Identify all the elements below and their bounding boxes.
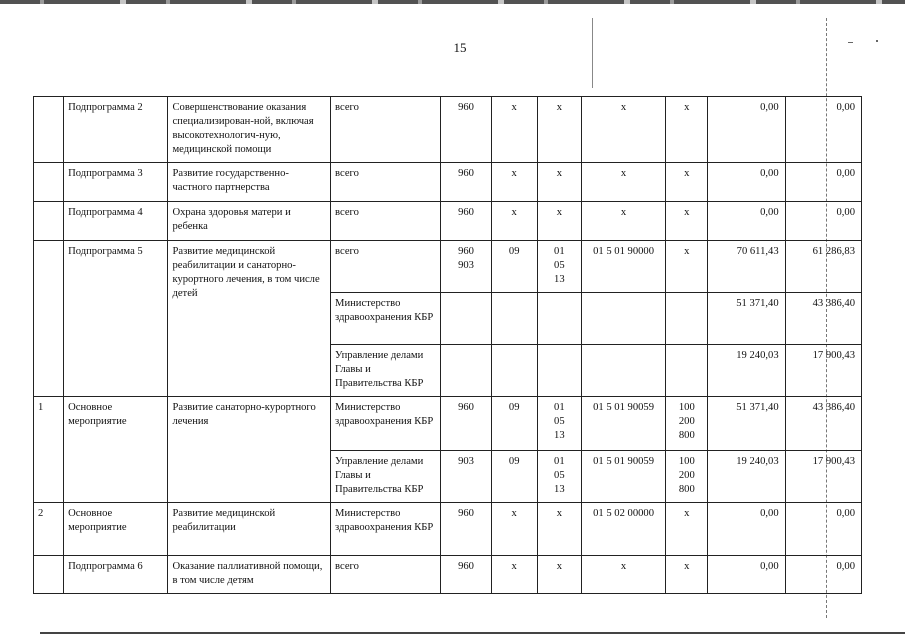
vr-cell	[666, 241, 708, 293]
rz-cell: х	[491, 97, 537, 163]
vr-cell-value: 100	[678, 456, 695, 467]
pr-cell-value: 05	[554, 416, 565, 427]
amount-2020-cell: 70 611,43	[708, 241, 785, 293]
amount-2020-cell: 0,00	[708, 97, 785, 163]
executor-cell: всего	[331, 241, 441, 293]
program-type-cell: Подпрограмма 3	[64, 163, 168, 202]
vr-cell	[666, 345, 708, 397]
csr-cell	[581, 345, 665, 397]
csr-cell: 01 5 01 90059	[581, 451, 665, 503]
rz-cell	[491, 345, 537, 397]
vr-cell-value: 100	[678, 402, 695, 413]
amount-2021-cell: 17 900,43	[785, 345, 861, 397]
grbs-cell-value: 960	[458, 508, 474, 519]
csr-cell	[581, 293, 665, 345]
amount-2020-cell: 51 371,40	[708, 293, 785, 345]
vr-cell-value: х	[684, 508, 690, 519]
pr-cell-value: х	[556, 168, 562, 179]
grbs-cell	[441, 97, 491, 163]
vr-cell	[666, 397, 708, 451]
rz-cell: х	[491, 556, 537, 594]
budget-table	[33, 96, 862, 594]
row-number-cell	[34, 163, 64, 202]
rz-cell: 09	[491, 451, 537, 503]
grbs-cell-value: 960	[458, 207, 474, 218]
rz-cell: 09	[491, 241, 537, 293]
vr-cell-value: х	[684, 168, 690, 179]
page-number: 15	[453, 40, 467, 55]
amount-2020-cell: 19 240,03	[708, 451, 785, 503]
amount-2020-cell: 0,00	[708, 503, 785, 556]
amount-2020-cell: 0,00	[708, 556, 785, 594]
grbs-cell	[441, 163, 491, 202]
row-number-cell	[34, 241, 64, 397]
program-type-cell: Основное мероприятие	[64, 503, 168, 556]
program-type-cell: Подпрограмма 6	[64, 556, 168, 594]
program-name-cell: Развитие санаторно-курортного лечения	[168, 397, 331, 503]
amount-2021-cell: 43 386,40	[785, 293, 861, 345]
amount-2021-cell: 0,00	[785, 556, 861, 594]
table-row	[34, 241, 862, 293]
table-row	[34, 202, 862, 241]
amount-2020-cell: 51 371,40	[708, 397, 785, 451]
rz-cell: х	[491, 503, 537, 556]
pr-cell-value: 13	[554, 484, 565, 495]
pr-cell-value: 01	[554, 402, 565, 413]
vr-cell-value: х	[684, 561, 690, 572]
vr-cell-value: 200	[678, 416, 695, 427]
executor-cell: всего	[331, 556, 441, 594]
pr-cell	[537, 202, 581, 241]
scan-edge-top	[0, 0, 905, 4]
amount-2021-cell: 0,00	[785, 503, 861, 556]
amount-2020-cell: 0,00	[708, 163, 785, 202]
program-name-cell: Оказание паллиативной помощи, в том числе детям	[168, 556, 331, 594]
program-name-cell: Совершенствование оказания специализирован-ной, включая высокотехнологич-ную, медицинской помощи	[168, 97, 331, 163]
grbs-cell-value: 960	[458, 402, 474, 413]
vr-cell	[666, 556, 708, 594]
csr-cell: 01 5 01 90059	[581, 397, 665, 451]
pr-cell-value: 13	[554, 274, 565, 285]
executor-cell: всего	[331, 97, 441, 163]
amount-2021-cell: 0,00	[785, 163, 861, 202]
grbs-cell	[441, 241, 491, 293]
executor-cell: всего	[331, 202, 441, 241]
pr-cell	[537, 556, 581, 594]
pr-cell-value: 05	[554, 470, 565, 481]
amount-2020-cell: 0,00	[708, 202, 785, 241]
grbs-cell-value: 960	[458, 168, 474, 179]
amount-2021-cell: 61 286,83	[785, 241, 861, 293]
rz-cell: х	[491, 202, 537, 241]
pr-cell-value: 05	[554, 260, 565, 271]
grbs-cell	[441, 397, 491, 451]
pr-cell	[537, 451, 581, 503]
pr-cell	[537, 503, 581, 556]
vr-cell	[666, 97, 708, 163]
pr-cell	[537, 163, 581, 202]
row-number-cell: 1	[34, 397, 64, 503]
table-row	[34, 97, 862, 163]
program-type-cell: Основное мероприятие	[64, 397, 168, 503]
vr-cell-value: х	[684, 102, 690, 113]
executor-cell: Управление делами Главы и Правительства КБР	[331, 451, 441, 503]
grbs-cell	[441, 556, 491, 594]
row-number-cell	[34, 97, 64, 163]
csr-cell: 01 5 02 00000	[581, 503, 665, 556]
executor-cell: всего	[331, 163, 441, 202]
pr-cell-value: 01	[554, 246, 565, 257]
pr-cell	[537, 397, 581, 451]
program-name-cell: Развитие медицинской реабилитации	[168, 503, 331, 556]
pr-cell-value: х	[556, 102, 562, 113]
scan-fold-line	[592, 18, 593, 88]
csr-cell: х	[581, 97, 665, 163]
vr-cell	[666, 202, 708, 241]
program-name-cell: Охрана здоровья матери и ребенка	[168, 202, 331, 241]
pr-cell	[537, 97, 581, 163]
table-row	[34, 397, 862, 451]
grbs-cell	[441, 503, 491, 556]
table-row	[34, 163, 862, 202]
csr-cell: 01 5 01 90000	[581, 241, 665, 293]
vr-cell-value: х	[684, 246, 690, 257]
vr-cell	[666, 503, 708, 556]
executor-cell: Министерство здравоохранения КБР	[331, 293, 441, 345]
program-name-cell: Развитие государственно-частного партнерства	[168, 163, 331, 202]
program-type-cell: Подпрограмма 2	[64, 97, 168, 163]
vr-cell	[666, 163, 708, 202]
vr-cell-value: 800	[678, 430, 695, 441]
row-number-cell: 2	[34, 503, 64, 556]
vr-cell	[666, 451, 708, 503]
amount-2020-cell: 19 240,03	[708, 345, 785, 397]
csr-cell: х	[581, 163, 665, 202]
executor-cell: Управление делами Главы и Правительства КБР	[331, 345, 441, 397]
vr-cell-value: 800	[678, 484, 695, 495]
row-number-cell	[34, 202, 64, 241]
table-row	[34, 503, 862, 556]
vr-cell-value: 200	[678, 470, 695, 481]
pr-cell-value: 13	[554, 430, 565, 441]
pr-cell	[537, 241, 581, 293]
scan-speck	[848, 42, 853, 43]
pr-cell-value: х	[556, 561, 562, 572]
amount-2021-cell: 17 900,43	[785, 451, 861, 503]
grbs-cell-value: 960	[458, 561, 474, 572]
pr-cell-value: 01	[554, 456, 565, 467]
pr-cell	[537, 345, 581, 397]
rz-cell	[491, 293, 537, 345]
grbs-cell	[441, 345, 491, 397]
program-type-cell: Подпрограмма 4	[64, 202, 168, 241]
csr-cell: х	[581, 202, 665, 241]
program-type-cell: Подпрограмма 5	[64, 241, 168, 397]
amount-2021-cell: 0,00	[785, 97, 861, 163]
rz-cell: х	[491, 163, 537, 202]
grbs-cell-value: 960	[458, 246, 474, 257]
scan-speck	[876, 40, 878, 42]
executor-cell: Министерство здравоохранения КБР	[331, 397, 441, 451]
executor-cell: Министерство здравоохранения КБР	[331, 503, 441, 556]
vr-cell-value: х	[684, 207, 690, 218]
grbs-cell-value: 960	[458, 102, 474, 113]
pr-cell-value: х	[556, 207, 562, 218]
grbs-cell	[441, 451, 491, 503]
table-row	[34, 556, 862, 594]
vr-cell	[666, 293, 708, 345]
rz-cell: 09	[491, 397, 537, 451]
grbs-cell	[441, 202, 491, 241]
grbs-cell-value: 903	[458, 260, 474, 271]
amount-2021-cell: 0,00	[785, 202, 861, 241]
csr-cell: х	[581, 556, 665, 594]
scan-edge-bottom	[40, 632, 905, 634]
amount-2021-cell: 43 386,40	[785, 397, 861, 451]
grbs-cell-value: 903	[458, 456, 474, 467]
pr-cell-value: х	[556, 508, 562, 519]
row-number-cell	[34, 556, 64, 594]
grbs-cell	[441, 293, 491, 345]
program-name-cell: Развитие медицинской реабилитации и санаторно-курортного лечения, в том числе детей	[168, 241, 331, 397]
pr-cell	[537, 293, 581, 345]
